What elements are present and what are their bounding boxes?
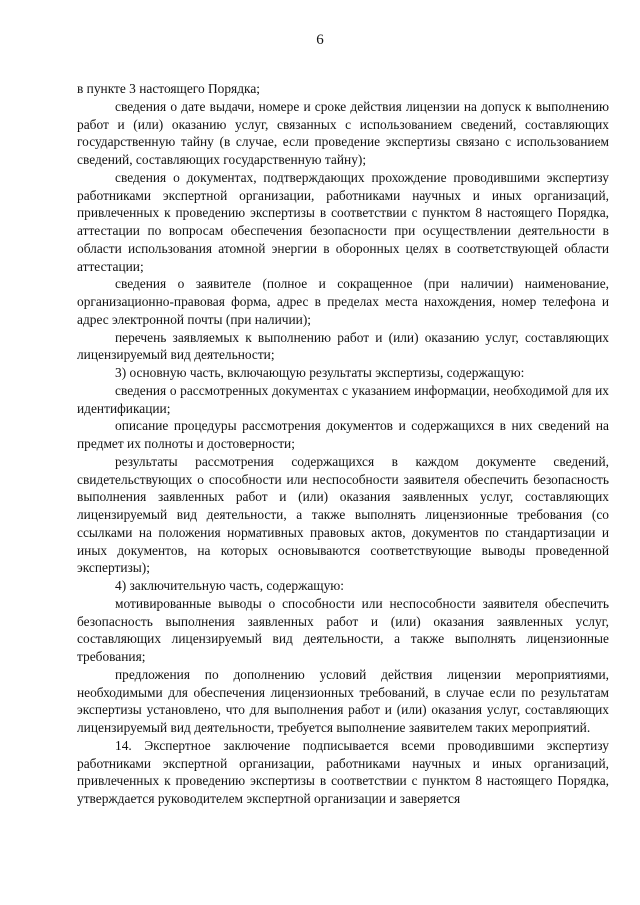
paragraph-review-results: результаты рассмотрения содержащихся в каждом документе сведений, свидетельствующих о способности или неспособности заявителя обеспечить безопасность выполнения заявленных работ и (или) оказания заявленных услуг, составляющих лицензируемый вид деятельности, а также выполнять лицензионные требования (со ссылками на положения нормативных правовых актов, документов по стандартизации и иных документов, на которых основываются соответствующие выводы проведенной экспертизы);	[77, 453, 609, 576]
paragraph-proposals: предложения по дополнению условий действия лицензии мероприятиями, необходимыми для обеспечения лицензионных требований, в случае если по результатам экспертизы установлено, что для выполнения работ и (или) оказания услуг, составляющих лицензируемый вид деятельности, требуется выполнение заявителем таких мероприятий.	[77, 666, 609, 735]
document-body	[77, 80, 609, 808]
paragraph-reviewed-docs: сведения о рассмотренных документах с указанием информации, необходимой для их идентификации;	[77, 382, 609, 416]
paragraph-main-part: 3) основную часть, включающую результаты экспертизы, содержащую:	[115, 365, 525, 380]
paragraph-continuation: в пункте 3 настоящего Порядка;	[77, 81, 260, 96]
paragraph-item-14: 14. Экспертное заключение подписывается всеми проводившими экспертизу работниками экспертной организации, работниками научных и иных организаций, привлеченных к проведению экспертизы в соответствии с пунктом 8 настоящего Порядка, утверждается руководителем экспертной организации и заверяется	[77, 737, 609, 806]
paragraph-reasoned-conclusions: мотивированные выводы о способности или неспособности заявителя обеспечить безопасность выполнения заявленных работ и (или) оказания заявленных услуг, составляющих лицензируемый вид деятельности, а также выполнять лицензионные требования;	[77, 595, 609, 664]
paragraph-certification-docs: сведения о документах, подтверждающих прохождение проводившими экспертизу работниками экспертной организации, работниками научных и иных организаций, привлеченных к проведению экспертизы в соответствии с пунктом 8 настоящего Порядка, аттестации по вопросам обеспечения безопасности при осуществлении деятельности в области использования атомной энергии в оборонных целях в соответствующей области аттестации;	[77, 169, 609, 274]
paragraph-review-procedure: описание процедуры рассмотрения документов и содержащихся в них сведений на предмет их полноты и достоверности;	[77, 418, 609, 451]
paragraph-works-list: перечень заявляемых к выполнению работ и (или) оказанию услуг, составляющих лицензируемый вид деятельности;	[77, 329, 609, 363]
paragraph-final-part: 4) заключительную часть, содержащую:	[115, 578, 345, 593]
page-number: 6	[316, 32, 324, 48]
paragraph-license-info: сведения о дате выдачи, номере и сроке действия лицензии на допуск к выполнению работ и (или) оказанию услуг, связанных с использованием сведений, составляющих государственную тайну (в случае, если проведение экспертизы связано с использованием сведений, составляющих государственную тайну);	[77, 98, 609, 167]
paragraph-applicant-info: сведения о заявителе (полное и сокращенное (при наличии) наименование, организационно-правовая форма, адрес в пределах места нахождения, номер телефона и адрес электронной почты (при наличии);	[77, 276, 609, 327]
